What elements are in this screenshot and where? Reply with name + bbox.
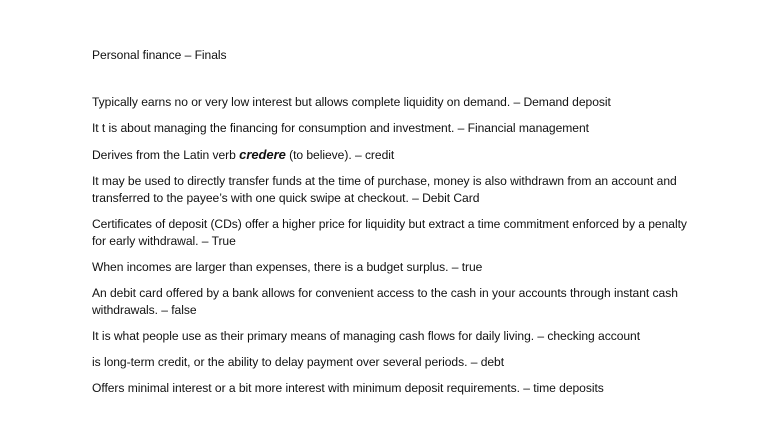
question-credit-after: (to believe). – credit — [285, 148, 395, 162]
document-body — [92, 47, 702, 406]
question-checking-account: It is what people use as their primary means of managing cash flows for daily living. – checking account — [92, 329, 641, 343]
question-debit-card: It may be used to directly transfer funds at the time of purchase, money is also withdrawn from an account and transferred to the payee’s with one quick swipe at checkout. – Debit Card — [92, 174, 677, 205]
question-time-deposits: Offers minimal interest or a bit more interest with minimum deposit requirements. – time deposits — [92, 381, 604, 395]
question-debt: is long-term credit, or the ability to delay payment over several periods. – debt — [92, 355, 505, 369]
question-debit-card-withdrawals: An debit card offered by a bank allows for convenient access to the cash in your accounts through instant cash withdrawals. – false — [92, 286, 678, 317]
question-credit-before: Derives from the Latin verb — [92, 148, 240, 162]
question-credit — [92, 146, 702, 164]
question-financial-management: It t is about managing the financing for consumption and investment. – Financial management — [92, 121, 589, 135]
question-budget-surplus: When incomes are larger than expenses, there is a budget surplus. – true — [92, 260, 483, 274]
question-certificates-of-deposit: Certificates of deposit (CDs) offer a higher price for liquidity but extract a time commitment enforced by a penalty for early withdrawal. – True — [92, 217, 687, 248]
question-demand-deposit: Typically earns no or very low interest but allows complete liquidity on demand. – Demand deposit — [92, 95, 611, 109]
document-title: Personal finance – Finals — [92, 48, 227, 62]
question-credit-emphasis: credere — [239, 147, 286, 162]
